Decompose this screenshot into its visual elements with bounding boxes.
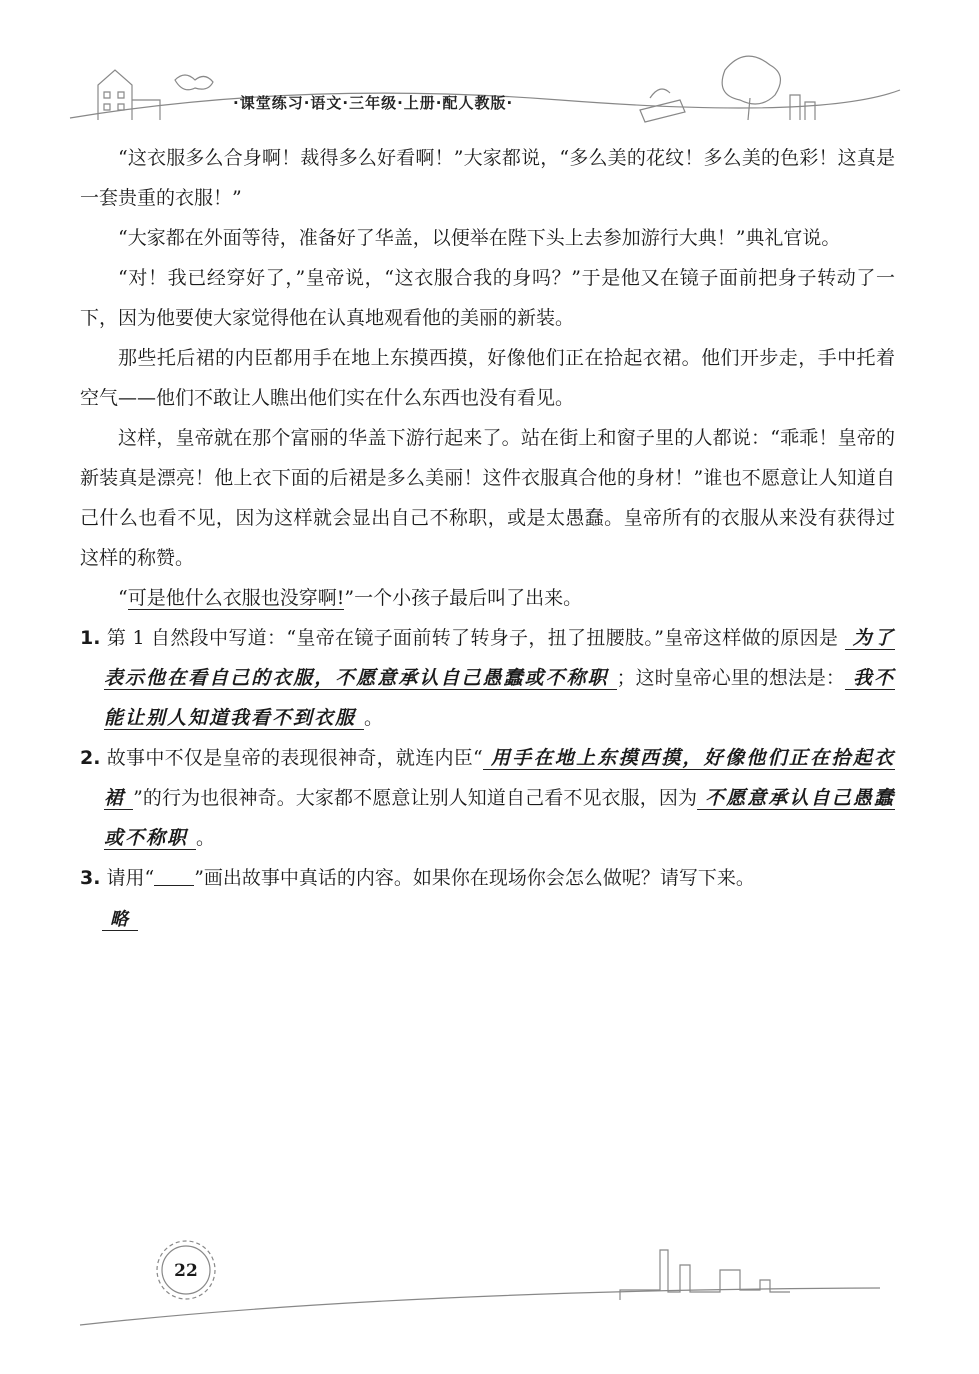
footer-decoration xyxy=(0,1230,979,1340)
paragraph xyxy=(80,578,895,618)
question-number: 1. xyxy=(80,627,101,649)
paragraph: “这衣服多么合身啊！裁得多么好看啊！”大家都说，“多么美的花纹！多么美的色彩！这真是一套贵重的衣服！” xyxy=(80,147,895,209)
paragraph: 那些托后裙的内臣都用手在地上东摸西摸，好像他们正在拾起衣裙。他们开步走，手中托着空气——他们不敢让人瞧出他们实在什么东西也没有看见。 xyxy=(80,347,895,409)
answer-blank: 用手在地上东摸西摸，好像他们正在拾起衣裙 xyxy=(104,747,895,809)
underlined-true-statement: 可是他什么衣服也没穿啊! xyxy=(127,587,345,609)
question-text: ”的行为也很神奇。大家都不愿意让别人知道自己看不见衣服，因为 xyxy=(133,787,698,809)
question-text: 故事中不仅是皇帝的表现很神奇，就连内臣“ xyxy=(106,747,483,769)
question-text: ”画出故事中真话的内容。如果你在现场你会怎么做呢？请写下来。 xyxy=(194,867,755,889)
answer-blank: 不愿意承认自己愚蠢或不称职 xyxy=(104,787,895,849)
header-decoration xyxy=(0,40,979,130)
question-number: 3. xyxy=(80,867,101,889)
paragraph-text: ”一个小孩子最后叫了出来。 xyxy=(344,587,583,609)
quote-mark: “ xyxy=(118,587,128,609)
question-text: ；这时皇帝心里的想法是： xyxy=(616,667,845,689)
question-2 xyxy=(80,738,895,858)
question-text: 请用“ xyxy=(106,867,155,889)
question-text: 第 1 自然段中写道：“皇帝在镜子面前转了转身子，扭了扭腰肢。”皇帝这样做的原因是 xyxy=(106,627,839,649)
page-number: 22 xyxy=(174,1261,198,1281)
answer-blank: 略 xyxy=(102,909,138,931)
question-3 xyxy=(80,858,895,898)
question-3-answer xyxy=(102,900,895,940)
question-1 xyxy=(80,618,895,738)
question-number: 2. xyxy=(80,747,101,769)
paragraph: “大家都在外面等待，准备好了华盖，以便举在陛下头上去参加游行大典！”典礼官说。 xyxy=(118,227,841,249)
reading-passage xyxy=(80,138,895,940)
page-header-title: ·课堂练习·语文·三年级·上册·配人教版· xyxy=(233,94,514,112)
underline-blank xyxy=(154,866,194,886)
question-text: 。 xyxy=(364,707,384,729)
answer-blank: 为了表示他在看自己的衣服，不愿意承认自己愚蠢或不称职 xyxy=(104,627,895,689)
paragraph: 这样，皇帝就在那个富丽的华盖下游行起来了。站在街上和窗子里的人都说：“乖乖！皇帝的新装真是漂亮！他上衣下面的后裙是多么美丽！这件衣服真合他的身材！”谁也不愿意让人知道自己什么也看不见，因为这样就会显出自己不称职，或是太愚蠢。皇帝所有的衣服从来没有获得过这样的称赞。 xyxy=(80,427,895,569)
paragraph: “对！我已经穿好了，”皇帝说，“这衣服合我的身吗？”于是他又在镜子面前把身子转动了一下，因为他要使大家觉得他在认真地观看他的美丽的新装。 xyxy=(80,267,895,329)
question-text: 。 xyxy=(196,827,216,849)
answer-blank: 我不能让别人知道我看不到衣服 xyxy=(104,667,895,729)
